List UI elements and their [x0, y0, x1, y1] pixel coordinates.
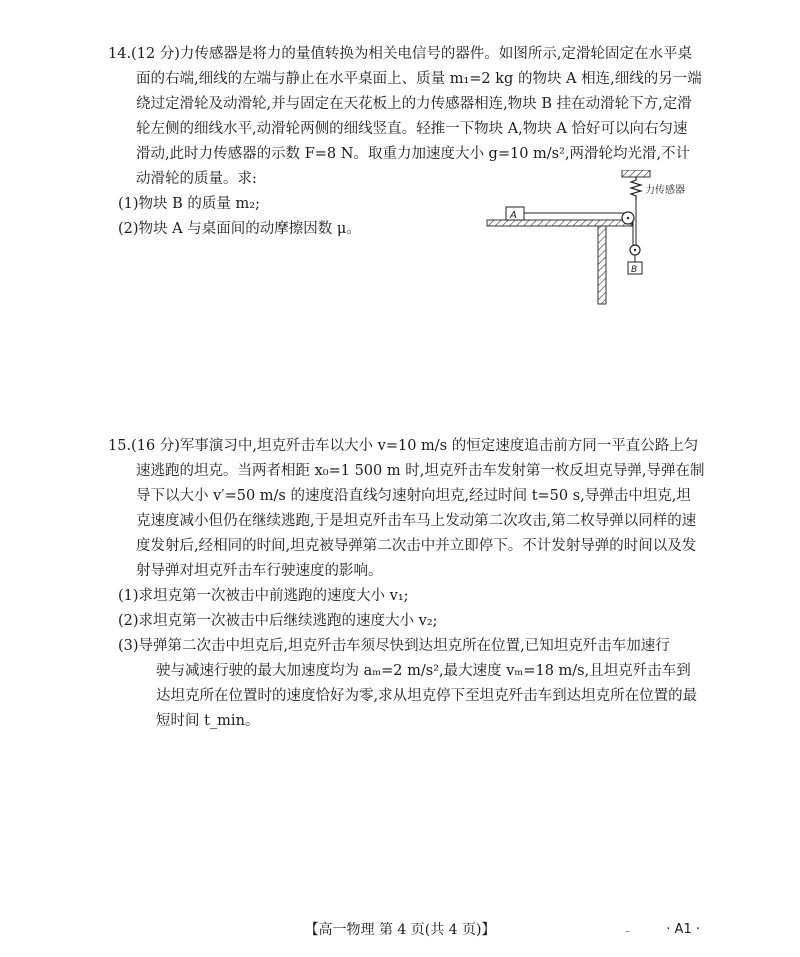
q15-part-2: (2)求坦克第一次被击中后继续逃跑的速度大小 v₂;: [118, 613, 438, 629]
footer-version: · A1 ·: [666, 922, 700, 937]
force-sensor-icon: [631, 177, 641, 200]
q14-line: 绕过定滑轮及动滑轮,并与固定在天花板上的力传感器相连,物块 B 挂在动滑轮下方,定滑: [136, 96, 692, 112]
pulley-diagram: [480, 170, 720, 310]
block-b-label: B: [631, 265, 638, 275]
q15-line: 度发射后,经相同的时间,坦克被导弹第二次击中并立即停下。不计发射导弹的时间以及发: [136, 538, 697, 554]
q14-line: 滑动,此时力传感器的示数 F=8 N。取重力加速度大小 g=10 m/s²,两滑轮均光滑,不计: [136, 146, 691, 162]
force-sensor-label: 力传感器: [645, 185, 685, 196]
q15-part-3-cont: 达坦克所在位置时的速度恰好为零,求从坦克停下至坦克歼击车到达坦克所在位置的最: [156, 688, 698, 704]
block-a-label: A: [510, 210, 517, 221]
q15-part-1: (1)求坦克第一次被击中前逃跑的速度大小 v₁;: [118, 588, 409, 604]
q14-part-1: (1)物块 B 的质量 m₂;: [118, 196, 260, 212]
table-top: [487, 220, 632, 226]
question-15: [108, 434, 704, 734]
q15-part-3-cont: 短时间 t_min。: [156, 713, 260, 729]
q15-line: 速逃跑的坦克。当两者相距 x₀=1 500 m 时,坦克歼击车发射第一枚反坦克导弹,导弹在制: [136, 463, 705, 479]
q14-line: 轮左侧的细线水平,动滑轮两侧的细线竖直。轻推一下物块 A,物块 A 恰好可以向右匀速: [136, 121, 688, 137]
footer-page-info: 【高一物理 第 4 页(共 4 页)】: [304, 922, 496, 938]
q15-part-3-cont: 驶与减速行驶的最大加速度均为 aₘ=2 m/s²,最大速度 vₘ=18 m/s,且坦克歼击车到: [156, 663, 691, 679]
q15-line: 导下以大小 v′=50 m/s 的速度沿直线匀速射向坦克,经过时间 t=50 s,导弹击中坦克,坦: [136, 488, 691, 504]
q14-part-2: (2)物块 A 与桌面间的动摩擦因数 μ。: [118, 221, 361, 237]
q14-line: 动滑轮的质量。求:: [136, 171, 257, 187]
q15-line: 射导弹对坦克歼击车行驶速度的影响。: [136, 563, 383, 579]
page-footer: [0, 918, 800, 942]
table-leg: [598, 226, 606, 304]
q14-line: 14.(12 分)力传感器是将力的量值转换为相关电信号的器件。如图所示,定滑轮固定在水平桌: [108, 46, 693, 62]
ceiling: [622, 170, 650, 177]
q15-line: 克速度减小但仍在继续逃跑,于是坦克歼击车马上发动第二次攻击,第二枚导弹以同样的速: [136, 513, 697, 529]
q15-part-3: (3)导弹第二次击中坦克后,坦克歼击车须尽快到达坦克所在位置,已知坦克歼击车加速行: [118, 638, 670, 654]
footer-mark: –: [625, 926, 630, 937]
q15-line: 15.(16 分)军事演习中,坦克歼击车以大小 v=10 m/s 的恒定速度追击前方同一平直公路上匀: [108, 438, 699, 454]
q14-line: 面的右端,细线的左端与静止在水平桌面上、质量 m₁=2 kg 的物块 A 相连,细线的另一端: [136, 71, 702, 87]
